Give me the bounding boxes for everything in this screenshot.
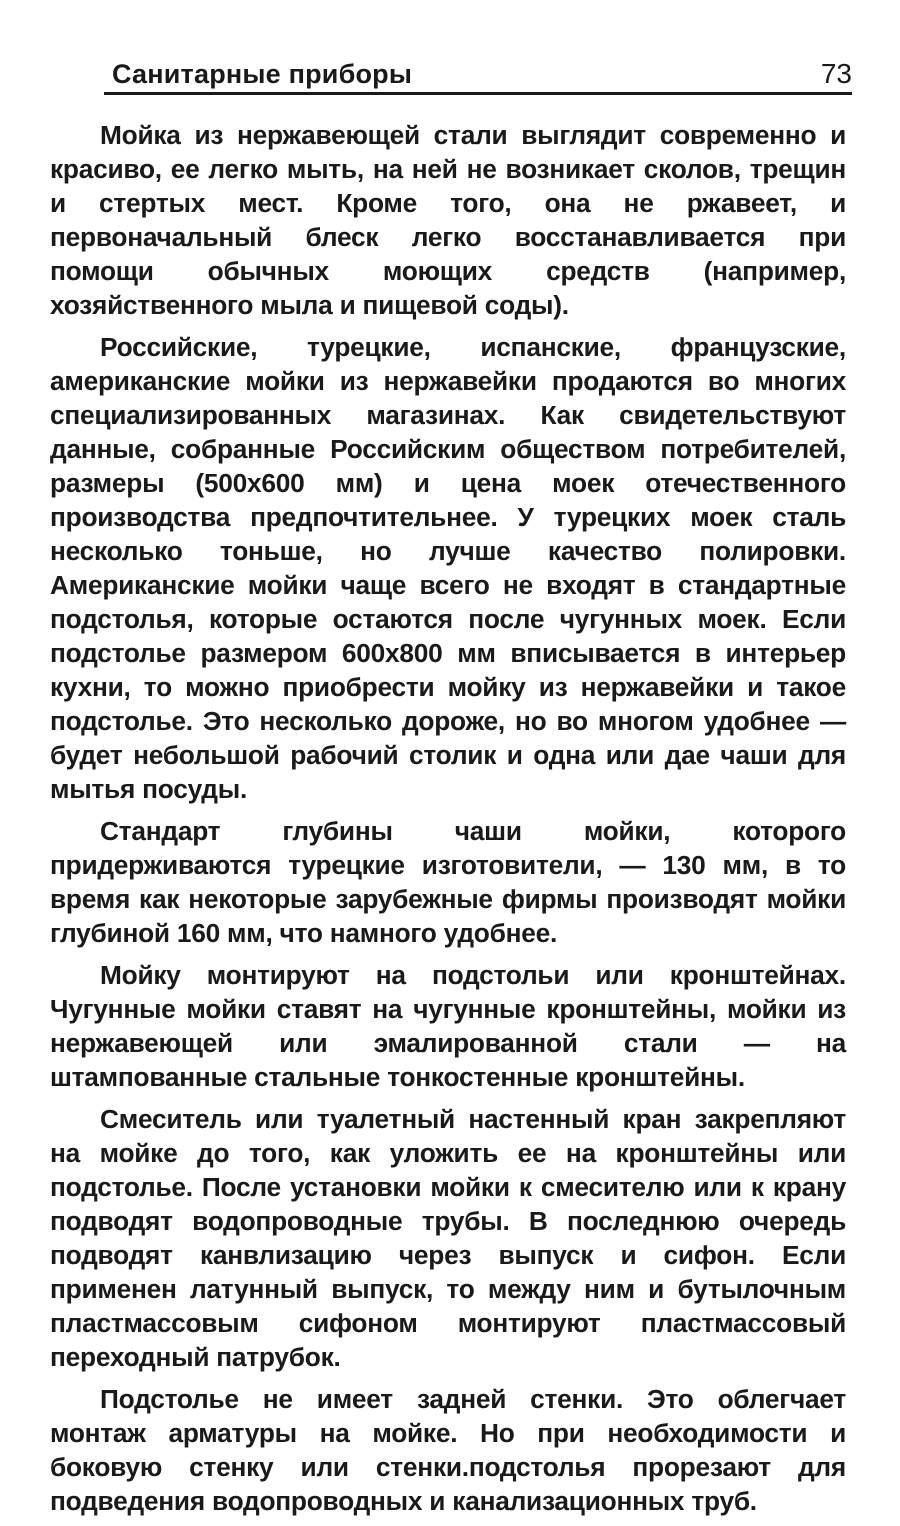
- body-text: [50, 118, 846, 1526]
- paragraph-mounting: Мойку монтируют на подстольи или кронштейнах. Чугунные мойки ставят на чугунные кронштейны, мойки из нержавеющей или эмалированной стали — на штампованные стальные тонкостенные кронштейны.: [50, 960, 846, 1092]
- paragraph-mixer-installation: Смеситель или туалетный настенный кран закрепляют на мойке до того, как уложить ее на кронштейны или подстолье. После установки мойки к смесителю или к крану подводят водопроводные трубы. В последнюю очередь подводят канвлизацию через выпуск и сифон. Если применен латунный выпуск, то между ним и бутылочным пластмассовым сифоном монтируют пластмассовый переходный патрубок.: [50, 1104, 846, 1372]
- paragraph-bowl-depth: Стандарт глубины чаши мойки, которого придерживаются турецкие изготовители, — 130 мм, в то время как некоторые зарубежные фирмы производят мойки глубиной 160 мм, что намного удобнее.: [50, 816, 846, 948]
- paragraph-stainless-sink: Мойка из нержавеющей стали выглядит современно и красиво, ее легко мыть, на ней не возникает сколов, трещин и стертых мест. Кроме того, она не ржавеет, и первоначальный блеск легко восстанавливается при помощи обычных моющих средств (например, хозяйственного мыла и пищевой соды).: [50, 120, 846, 320]
- paragraph-cabinet-back: Подстолье не имеет задней стенки. Это облегчает монтаж арматуры на мойке. Но при необходимости и боковую стенку или стенки.подстолья прорезают для подведения водопроводных и канализационных труб.: [50, 1384, 846, 1516]
- section-title: Санитарные приборы: [112, 59, 413, 89]
- paragraph-sink-origins: Российские, турецкие, испанские, французские, американские мойки из нержавейки продаются во многих специализированных магазинах. Как свидетельствуют данные, собранные Российским обществом потребителей, размеры (500х600 мм) и цена моек отечественного производства предпочтительнее. У турецких моек сталь несколько тоньше, но лучше качество полировки. Американские мойки чаще всего не входят в стандартные подстолья, которые остаются после чугунных моек. Если подстолье размером 600х800 мм вписывается в интерьер кухни, то можно приобрести мойку из нержавейки и такое подстолье. Это несколько дороже, но во многом удобнее — будет небольшой рабочий столик и одна или дае чаши для мытья посуды.: [50, 332, 846, 804]
- page-number: 73: [820, 58, 852, 89]
- running-header: [104, 56, 852, 95]
